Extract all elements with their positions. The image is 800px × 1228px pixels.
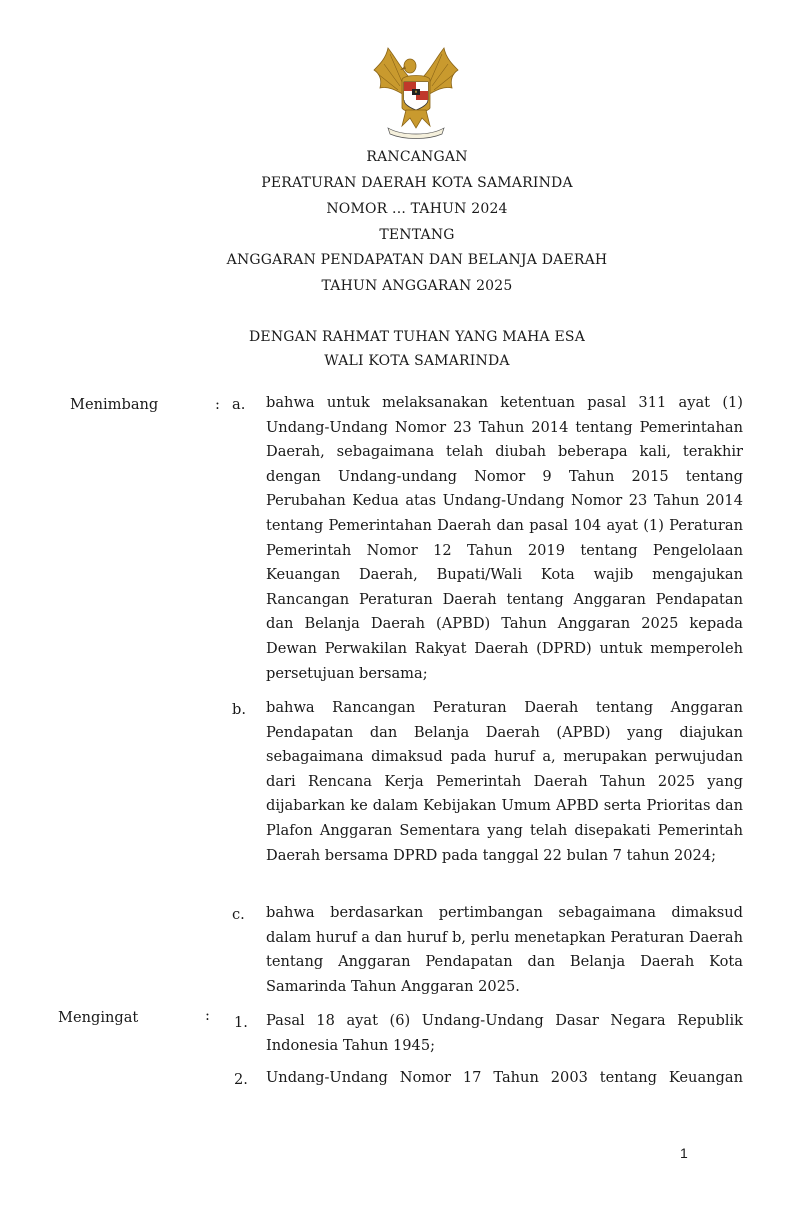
item-marker: a. [232, 396, 246, 413]
garuda-emblem [366, 44, 466, 140]
page-number: 1 [680, 1145, 688, 1161]
legal-basis-1: Pasal 18 ayat (6) Undang-Undang Dasar Negara Republik Indonesia Tahun 1945; [266, 1012, 743, 1054]
section-colon: : [205, 1007, 210, 1024]
item-marker: c. [232, 906, 245, 923]
regulation-number: NOMOR ... TAHUN 2024 [326, 201, 508, 217]
section-colon: : [215, 396, 220, 413]
regulation-title: PERATURAN DAERAH KOTA SAMARINDA [261, 175, 573, 191]
fiscal-year: TAHUN ANGGARAN 2025 [321, 278, 513, 294]
consideration-b: bahwa Rancangan Peraturan Daerah tentang Anggaran Pendapatan dan Belanja Daerah (APBD) yang diajukan sebagaimana dimaksud pada huruf a, merupakan perwujudan dari Rencana Kerja Pemerintah Daerah Tahun 2025 yang dijabarkan ke dalam Kebijakan Umum APBD serta Prioritas dan Plafon Anggaran Sementara yang telah disepakati Pemerintah Daerah bersama DPRD pada tanggal 22 bulan 7 tahun 2024; [266, 699, 743, 864]
item-marker: 2. [234, 1071, 248, 1088]
preamble-invocation: DENGAN RAHMAT TUHAN YANG MAHA ESA [248, 329, 586, 345]
section-label-mengingat: Mengingat [58, 1009, 139, 1026]
issuing-authority: WALI KOTA SAMARINDA [324, 353, 510, 369]
consideration-c: bahwa berdasarkan pertimbangan sebagaimana dimaksud dalam huruf a dan huruf b, perlu menetapkan Peraturan Daerah tentang Anggaran Pendapatan dan Belanja Daerah Kota Samarinda Tahun Anggaran 2025. [266, 904, 743, 995]
consideration-a: bahwa untuk melaksanakan ketentuan pasal 311 ayat (1) Undang-Undang Nomor 23 Tahun 2014 tentang Pemerintahan Daerah, sebagaimana telah diubah beberapa kali, terakhir dengan Undang-undang Nomor 9 Tahun 2015 tentang Perubahan Kedua atas Undang-Undang Nomor 23 Tahun 2014 tentang Pemerintahan Daerah dan pasal 104 ayat (1) Peraturan Pemerintah Nomor 12 Tahun 2019 tentang Pengelolaan Keuangan Daerah, Bupati/Wali Kota wajib mengajukan Rancangan Peraturan Daerah tentang Anggaran Pendapatan dan Belanja Daerah (APBD) Tahun Anggaran 2025 kepada Dewan Perwakilan Rakyat Daerah (DPRD) untuk memperoleh persetujuan bersama; [266, 394, 743, 682]
item-marker: b. [232, 701, 246, 718]
item-marker: 1. [234, 1014, 248, 1031]
legal-basis-2: Undang-Undang Nomor 17 Tahun 2003 tentang Keuangan [266, 1069, 743, 1086]
regulation-subject: ANGGARAN PENDAPATAN DAN BELANJA DAERAH [226, 252, 608, 268]
about-label: TENTANG [379, 227, 455, 243]
section-label-menimbang: Menimbang [70, 396, 159, 413]
doc-type-label: RANCANGAN [366, 149, 468, 165]
